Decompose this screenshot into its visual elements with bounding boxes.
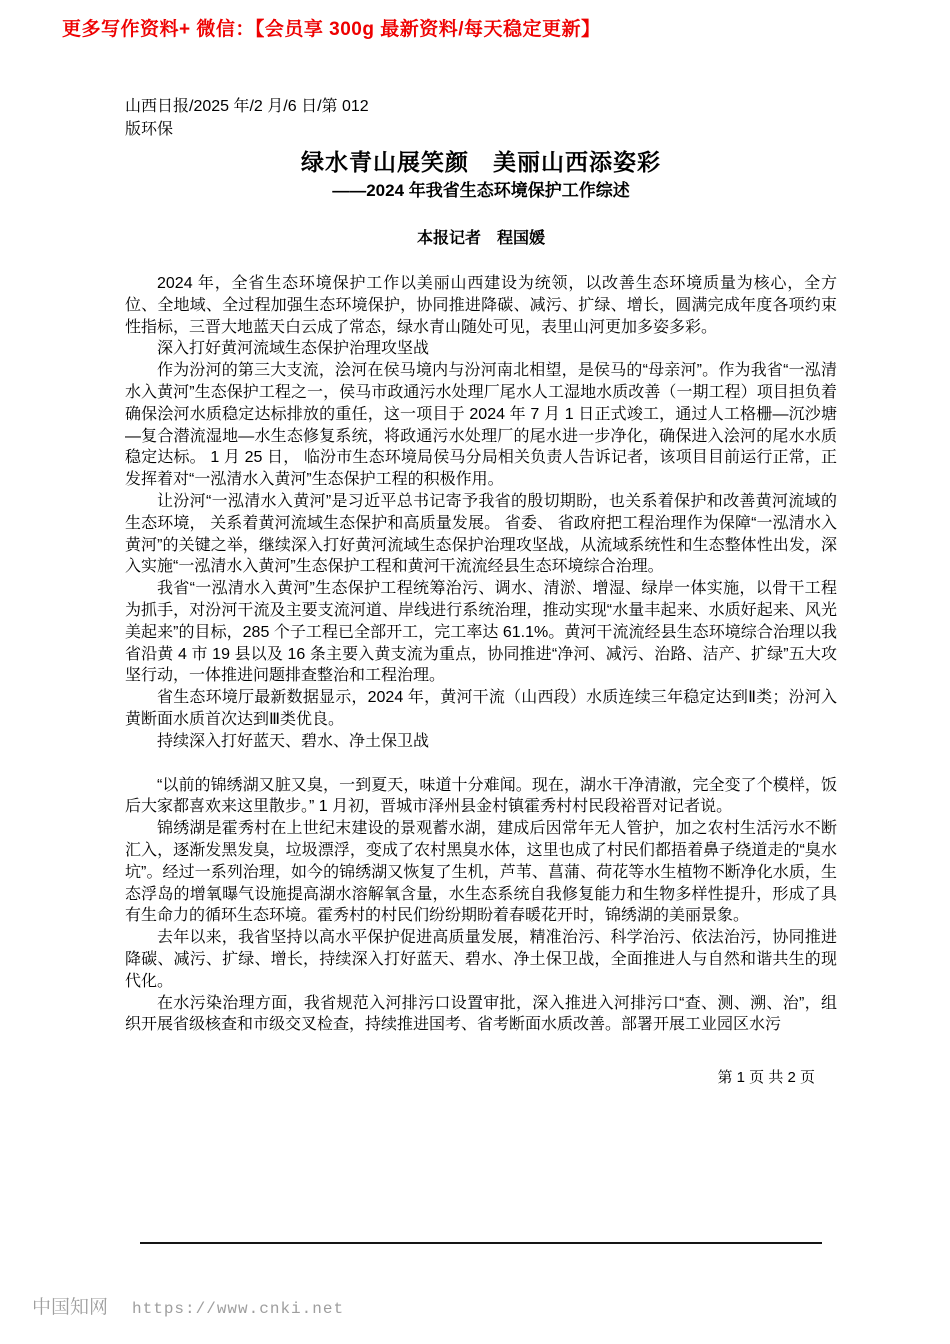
article-byline: 本报记者 程国媛 bbox=[416, 230, 545, 247]
cnki-brand-text: 中国知网 bbox=[32, 1297, 109, 1318]
promo-banner: 更多写作资料+ 微信：【会员享 300g 最新资料/每天稳定更新】 bbox=[62, 19, 601, 40]
article-body bbox=[125, 273, 837, 1036]
source-citation-line1: 山西日报/2025 年/2 月/6 日/第 012 bbox=[125, 98, 369, 115]
section-heading: 持续深入打好蓝天、碧水、净土保卫战 bbox=[157, 732, 430, 750]
watermark bbox=[32, 1292, 344, 1319]
section-heading: 深入打好黄河流域生态保护治理攻坚战 bbox=[157, 340, 430, 358]
article-paragraph: “以前的锦绣湖又脏又臭，一到夏天，味道十分难闻。现在，湖水干净清澈，完全变了个模样，饭后大家都喜欢来这里散步。” 1 月初，晋城市泽州县金村镇霍秀村村民段裕晋对记者说。 bbox=[125, 776, 837, 816]
article-paragraph: 作为汾河的第三大支流，浍河在侯马境内与汾河南北相望，是侯马的“母亲河”。作为我省“一泓清水入黄河”生态保护工程之一，侯马市政通污水处理厂尾水人工湿地水质改善（一期工程）项目担负着确保浍河水质稳定达标排放的重任，这一项目于 2024 年 7 月 1 日正式竣工，通过人工格栅—沉沙塘—复合潜流湿地—水生态修复系统，将政通污水处理厂的尾水进一步净化，确保进入浍河的尾水水质稳定达标。 1 月 25 日， 临汾市生态环境局侯马分局相关负责人告诉记者，该项目目前运行正常，正发挥着对“一泓清水入黄河”生态保护工程的积极作用。 bbox=[125, 362, 837, 489]
article-title: 绿水青山展笑颜 美丽山西添姿彩 bbox=[301, 149, 661, 175]
article-paragraph: 让汾河“一泓清水入黄河”是习近平总书记寄予我省的殷切期盼，也关系着保护和改善黄河流域的生态环境， 关系着黄河流域生态保护和高质量发展。 省委、 省政府把工程治理作为保障“一泓清水入黄河”的关键之举，继续深入打好黄河流域生态保护治理攻坚战，从流域系统性和生态整体性出发，深入实施“一泓清水入黄河”生态保护工程和黄河干流流经县生态环境综合治理。 bbox=[125, 492, 837, 576]
source-citation-line2: 版环保 bbox=[125, 121, 174, 138]
article-paragraph: 锦绣湖是霍秀村在上世纪末建设的景观蓄水湖，建成后因常年无人管护，加之农村生活污水不断汇入，逐渐发黑发臭，垃圾漂浮，变成了农村黑臭水体，这里也成了村民们都捂着鼻子绕道走的“臭水坑”。经过一系列治理，如今的锦绣湖又恢复了生机，芦苇、菖蒲、荷花等水生植物不断净化水质，生态浮岛的增氧曝气设施提高湖水溶解氧含量，水生态系统自我修复能力和生物多样性提升，形成了具有生命力的循环生态环境。霍秀村的村民们纷纷期盼着春暖花开时，锦绣湖的美丽景象。 bbox=[125, 820, 837, 925]
cnki-url-text: https://www.cnki.net bbox=[132, 1300, 345, 1318]
page-indicator: 第 1 页 共 2 页 bbox=[717, 1069, 815, 1087]
footer-divider bbox=[140, 1242, 822, 1244]
article-paragraph: 在水污染治理方面，我省规范入河排污口设置审批，深入推进入河排污口“查、测、溯、治”，组织开展省级核查和市级交叉检查，持续推进国考、省考断面水质改善。部署开展工业园区水污 bbox=[125, 994, 837, 1034]
article-paragraph: 去年以来，我省坚持以高水平保护促进高质量发展，精准治污、科学治污、依法治污，协同推进降碳、减污、扩绿、增长，持续深入打好蓝天、碧水、净土保卫战，全面推进人与自然和谐共生的现代化。 bbox=[125, 929, 837, 990]
paragraph-spacer bbox=[125, 753, 837, 775]
article-paragraph: 省生态环境厅最新数据显示，2024 年，黄河干流（山西段）水质连续三年稳定达到Ⅱ类；汾河入黄断面水质首次达到Ⅲ类优良。 bbox=[125, 689, 837, 728]
article-paragraph: 2024 年，全省生态环境保护工作以美丽山西建设为统领，以改善生态环境质量为核心，全方位、全地域、全过程加强生态环境保护，协同推进降碳、减污、扩绿、增长，圆满完成年度各项约束性指标，三晋大地蓝天白云成了常态，绿水青山随处可见，表里山河更加多姿多彩。 bbox=[125, 275, 837, 336]
article-container bbox=[125, 95, 837, 1087]
article-paragraph: 我省“一泓清水入黄河”生态保护工程统筹治污、调水、清淤、增湿、绿岸一体实施，以骨干工程为抓手，对汾河干流及主要支流河道、岸线进行系统治理，推动实现“水量丰起来、水质好起来、风光美起来”的目标，285 个子工程已全部开工，完工率达 61.1%。黄河干流流经县生态环境综合治理以我省沿黄 4 市 19 县以及 16 条主要入黄支流为重点，协同推进“净河、减污、治路、洁产、扩绿”五大攻坚行动，一体推进问题排查整治和工程治理。 bbox=[125, 580, 837, 685]
article-subtitle: ——2024 年我省生态环境保护工作综述 bbox=[332, 181, 630, 200]
